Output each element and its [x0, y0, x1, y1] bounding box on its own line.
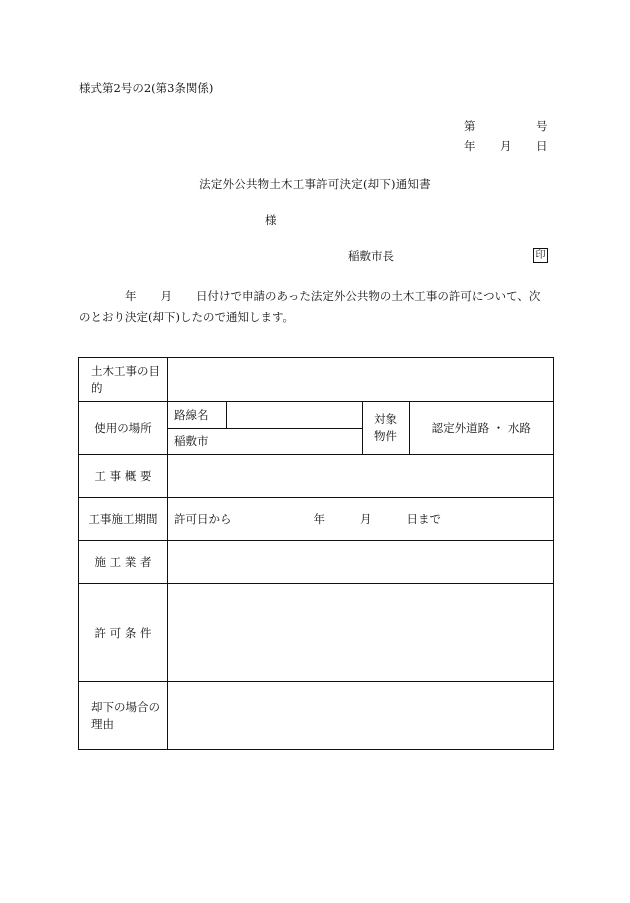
- purpose-value: [168, 358, 554, 402]
- period-value: [168, 498, 554, 541]
- target-label-text: 対象物件: [374, 412, 397, 443]
- rejection-label: 却下の場合の理由: [79, 682, 168, 750]
- body-line1: 日付けで申請のあった法定外公共物の土木工事の許可について、次: [196, 289, 541, 303]
- seal-mark: 印: [533, 248, 548, 263]
- period-year: 年: [313, 512, 325, 526]
- purpose-label: 土木工事の目的: [79, 358, 168, 402]
- body-line2: のとおり決定(却下)したので通知します。: [79, 310, 295, 324]
- document-title: 法定外公共物土木工事許可決定(却下)通知書: [199, 177, 431, 191]
- overview-value: [168, 455, 554, 498]
- period-from: 許可日から: [174, 512, 232, 526]
- period-month: 月: [360, 512, 372, 526]
- issuer-name: 稲敷市長: [348, 249, 394, 263]
- city-value: 稲敷市: [168, 428, 362, 454]
- location-inner-table: [168, 402, 553, 454]
- target-value: 認定外道路 ・ 水路: [409, 402, 553, 454]
- number-prefix: 第: [464, 119, 476, 133]
- date-month: 月: [500, 139, 512, 153]
- addressee-suffix: 様: [265, 213, 277, 227]
- location-cell: [168, 402, 554, 455]
- target-label: [362, 402, 409, 454]
- route-name-label: 路線名: [168, 402, 226, 428]
- body-year: 年: [125, 289, 137, 303]
- contractor-label: 施 工 業 者: [79, 541, 168, 584]
- conditions-value: [168, 584, 554, 682]
- permit-table: [78, 357, 554, 750]
- contractor-value: [168, 541, 554, 584]
- conditions-label: 許 可 条 件: [79, 584, 168, 682]
- location-label: 使用の場所: [79, 402, 168, 455]
- period-label: 工事施工期間: [79, 498, 168, 541]
- overview-label: 工 事 概 要: [79, 455, 168, 498]
- body-month: 月: [160, 289, 172, 303]
- notice-body: [79, 286, 549, 328]
- route-name-value: [226, 402, 362, 428]
- period-until: 日まで: [406, 512, 441, 526]
- rejection-value: [168, 682, 554, 750]
- date-year: 年: [464, 139, 476, 153]
- date-day: 日: [536, 139, 548, 153]
- form-number: 様式第2号の2(第3条関係): [79, 81, 214, 95]
- number-suffix: 号: [536, 119, 548, 133]
